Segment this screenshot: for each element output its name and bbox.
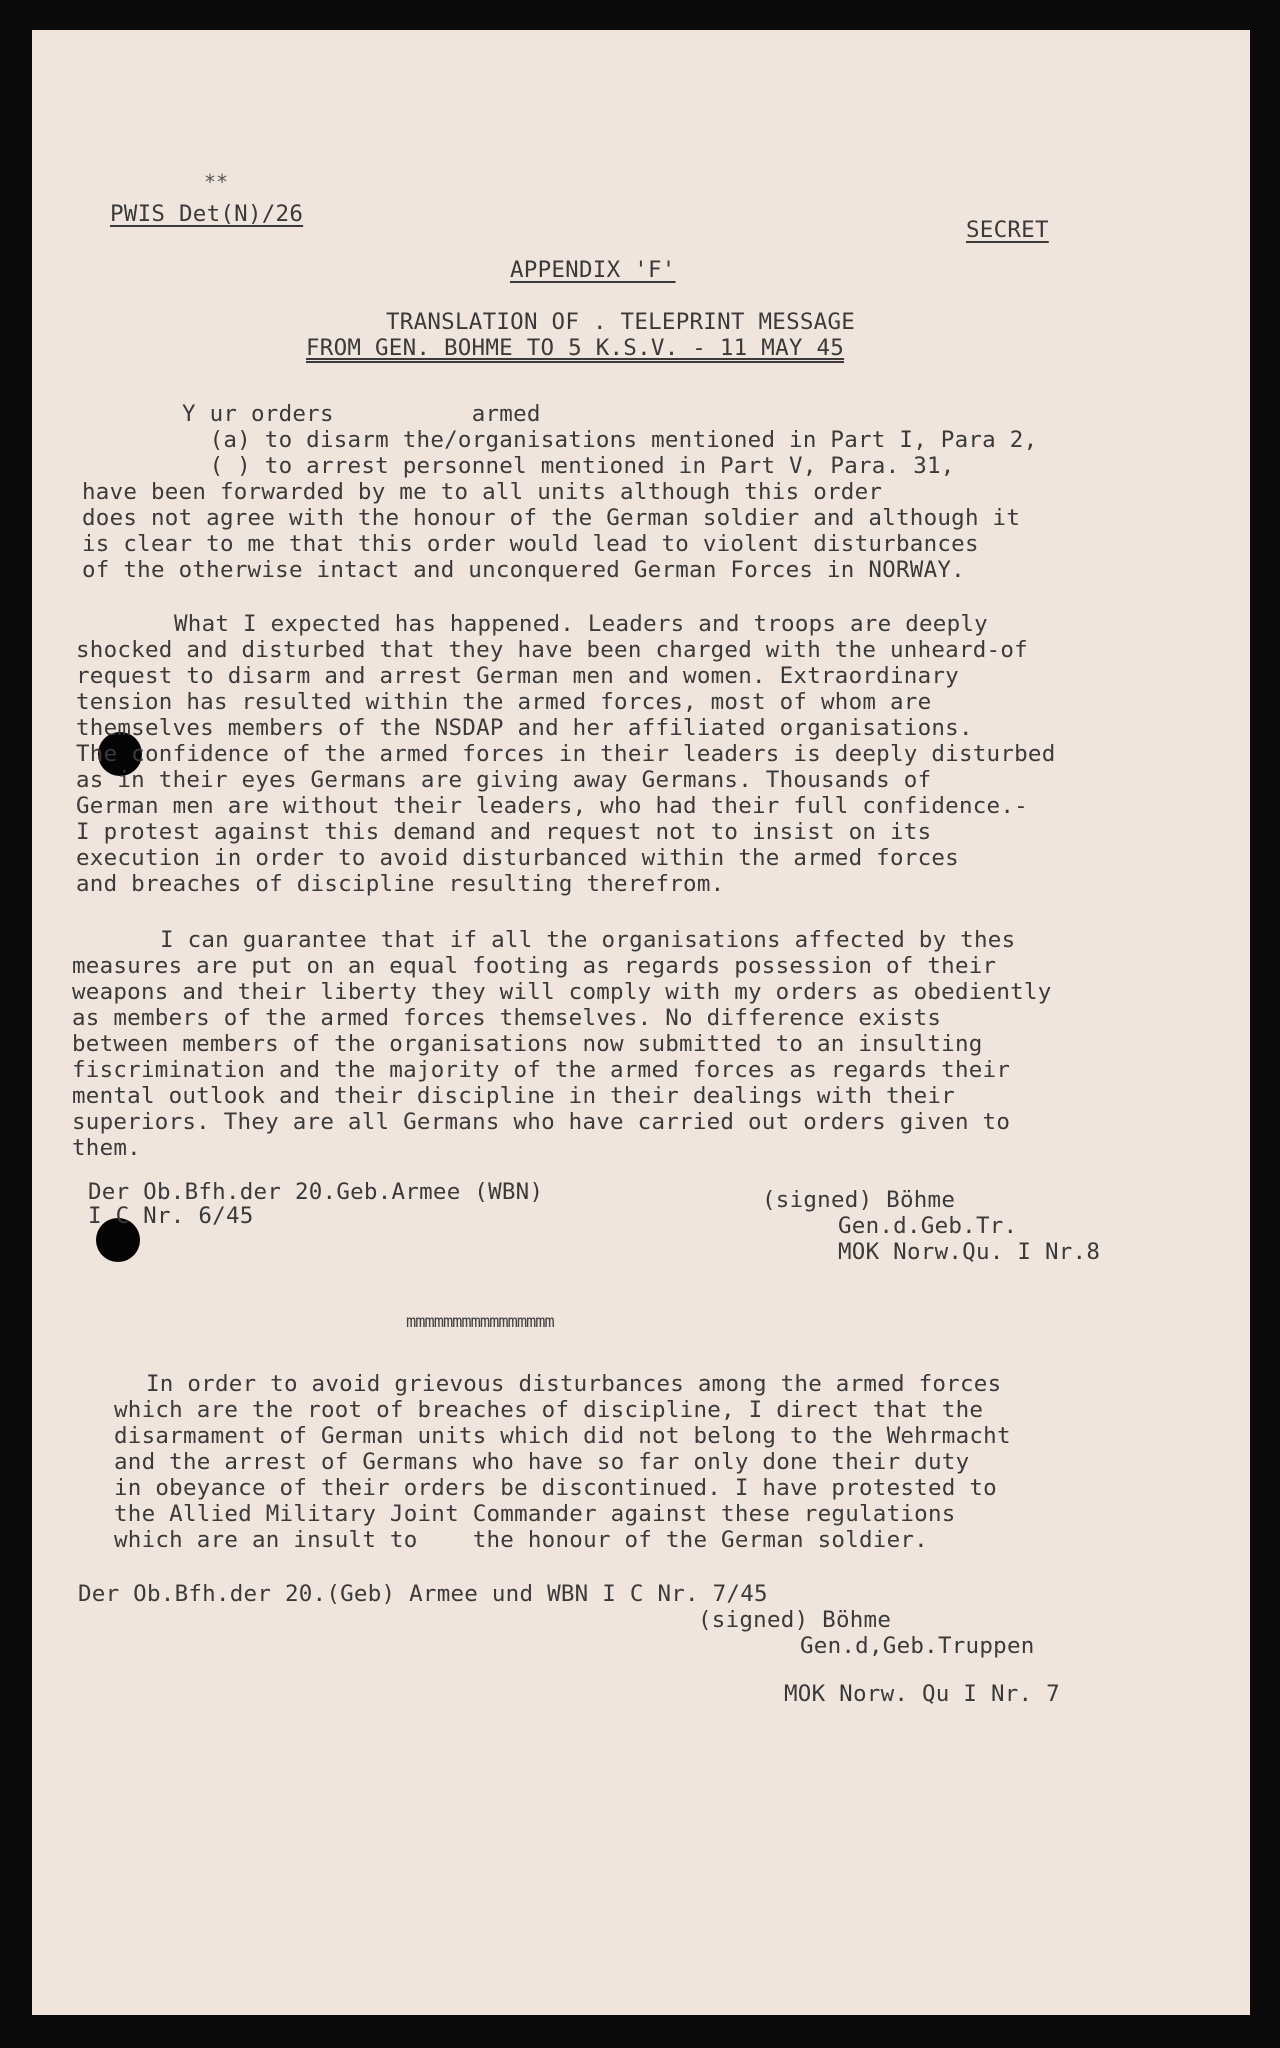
text-line: I can guarantee that if all the organisations affected by thes (160, 927, 1016, 953)
text-line: (a) to disarm the/organisations mentioned in Part I, Para 2, (182, 427, 1038, 453)
appendix-title: APPENDIX 'F' (510, 257, 676, 283)
text-line: have been forwarded by me to all units although this order (82, 479, 883, 505)
text-line: them. (72, 1135, 141, 1161)
text-line: request to disarm and arrest German men and women. Extraordinary (76, 663, 959, 689)
text-line: shocked and disturbed that they have been charged with the unheard-of (76, 637, 1028, 663)
text-line: as members of the armed forces themselves. No difference exists (72, 1005, 942, 1031)
sender-office-2: Der Ob.Bfh.der 20.(Geb) Armee und WBN I C Nr. 7/45 (78, 1581, 768, 1607)
text-line: superiors. They are all Germans who have carried out orders given to (72, 1109, 1011, 1135)
signature-name-2: (signed) Böhme (698, 1607, 892, 1633)
signature-name: (signed) Böhme (762, 1187, 956, 1213)
signature-ref: MOK Norw.Qu. I Nr.8 (838, 1239, 1101, 1265)
text-line: German men are without their leaders, who had their full confidence.- (76, 793, 1028, 819)
signature-rank-2: Gen.d,Geb.Truppen (800, 1633, 1035, 1659)
text-line: of the otherwise intact and unconquered German Forces in NORWAY. (82, 557, 965, 583)
text-line: which are an insult to the honour of the German soldier. (114, 1527, 928, 1553)
text-line: mental outlook and their discipline in their dealings with their (72, 1083, 955, 1109)
document-page (32, 30, 1250, 2015)
text-line: What I expected has happened. Leaders and troops are deeply (174, 611, 988, 637)
text-line: disarmament of German units which did not belong to the Wehrmacht (114, 1423, 1011, 1449)
text-line: as in their eyes Germans are giving away Germans. Thousands of (76, 767, 932, 793)
text-line: I protest against this demand and request not to insist on its (76, 819, 932, 845)
sender-office: Der Ob.Bfh.der 20.Geb.Armee (WBN) (88, 1179, 544, 1205)
text-line: weapons and their liberty they will comply with my orders as obediently (72, 979, 1052, 1005)
classification-label: SECRET (966, 217, 1049, 243)
signature-ref-2: MOK Norw. Qu I Nr. 7 (784, 1681, 1060, 1707)
document-reference: PWIS Det(N)/26 (110, 201, 304, 227)
text-line: and breaches of discipline resulting therefrom. (76, 871, 725, 897)
text-line: in obeyance of their orders be discontinued. I have protested to (114, 1475, 997, 1501)
text-line: The confidence of the armed forces in their leaders is deeply disturbed (76, 741, 1056, 767)
text-line: and the arrest of Germans who have so far only done their duty (114, 1449, 970, 1475)
text-line: the Allied Military Joint Commander against these regulations (114, 1501, 956, 1527)
text-line: does not agree with the honour of the German soldier and although it (82, 505, 1021, 531)
title-line-2: FROM GEN. BOHME TO 5 K.S.V. - 11 MAY 45 (306, 335, 845, 361)
sender-ref-number: I C Nr. 6/45 (88, 1203, 254, 1229)
text-line: Y ur orders armed (182, 401, 541, 427)
text-line: ( ) to arrest personnel mentioned in Part V, Para. 31, (182, 453, 955, 479)
text-line: fiscrimination and the majority of the armed forces as regards their (72, 1057, 1011, 1083)
text-line: which are the root of breaches of discipline, I direct that the (114, 1397, 984, 1423)
signature-rank: Gen.d.Geb.Tr. (838, 1213, 1018, 1239)
text-line: execution in order to avoid disturbanced within the armed forces (76, 845, 959, 871)
text-line: measures are put on an equal footing as regards possession of their (72, 953, 997, 979)
text-line: themselves members of the NSDAP and her affiliated organisations. (76, 715, 973, 741)
handwritten-mark: ** (204, 170, 229, 194)
separator-line: mmmmmmmmmmmmmmmm (406, 1312, 554, 1332)
title-line-1: TRANSLATION OF . TELEPRINT MESSAGE (386, 309, 856, 335)
text-line: between members of the organisations now submitted to an insulting (72, 1031, 983, 1057)
text-line: is clear to me that this order would lead to violent disturbances (82, 531, 979, 557)
text-line: In order to avoid grievous disturbances among the armed forces (146, 1371, 1002, 1397)
text-line: tension has resulted within the armed forces, most of whom are (76, 689, 932, 715)
